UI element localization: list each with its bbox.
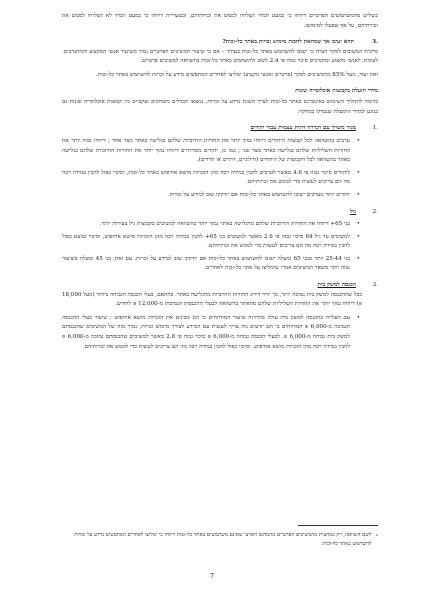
item-number: .3 [372, 282, 378, 289]
footnote-text: לשם השוואה, רק כמחצית מהמשיבים הפרטיים מהמדגם הארצי שאינם משתמשים באתר כל-זכות דיווחו כי ימליצו לאחרים המתפשים מידע על זכויות להשתמש באתר כל-זכות. [74, 532, 372, 547]
bullet-item: • בני 25-44 יותר מבני 65 ומעלה ישובו להשתמש באתר כל-זכות אם יזדקקו שוב למידע על זכויות. עם זאת, בני 45 ומעלה בשיעור גבוה יותר משאר המשיבים אמרו שימליצו על אתר כל-זכות לאחרים. [62, 255, 362, 274]
item-heading-3 [62, 281, 378, 291]
bullet-item: • בני 65+ דיווחו את החוויות החיוביות שלהם מהגלישה באתר נמוך יותר בהשוואה למשיבים בקבוצות גיל צעירות יותר. [62, 220, 362, 230]
footnote-mark: 2 [375, 532, 378, 537]
section-paragraph-1: מרבית המשיבים לסקר העידו כי ישובו להשתמש באתר כל-זכות בעתיד – אם כי שיעור המשיבים הפרטיים נמוך משיעור אנשי המקצוע והמתנדבים. לעומת, לאנשי מקצוע ומתנדבים סיכוי גבוה פי 2.4 לשוב ולהשתמש באתר כל-זכות בהשוואה למשיבים פרטיים. [62, 48, 378, 65]
item-number: .2 [372, 208, 378, 215]
section-title: תהא יעיבו אך שמחאת לחכות מימוש זכויות באתר כל-זכות? [222, 39, 354, 46]
bullet-item: • ערבים בהשוואה לכל קבוצות היהודים דיווחו נמוך יותר את החוויות החיוביות שלהם בגלישה באתר מצד אחד ; דיווחו גבוה יותר את החוויות השליליות שלהם בגלישה באתר מצד שני ; כמו כן, יהודים מסורתיים דיווחו נמוך יותר את החוויות החיוביות שלהם בגלישה באתר בהשוואה לכל הקבוצות של היהודים (חילוניים, דתיים או חרדים). [62, 137, 362, 166]
item-paragraph: ככל שההכנסה למשק בית נמוכה יותר, כך יורד דירוג החוויות החיוביות מהגלישה באתר. בהתאם, בעלי הכנסה הגבוהה ביותר (מעל 18,000 ₪) דיווחו נמוך יותר את החוויות השליליות שלהם מהאתר בהשוואה לבעלי ההכנסות הנמוכות מ-12,000 ₪ לחודש. [62, 291, 362, 308]
bullet-list-3 [62, 314, 362, 352]
bullet-list-2 [62, 220, 362, 274]
item-number: .1 [372, 125, 378, 132]
footnote [62, 531, 378, 548]
section-heading [62, 38, 378, 48]
footnote-divider [298, 525, 378, 526]
item-heading-1 [62, 124, 378, 134]
section-number: .3 [372, 39, 378, 46]
item-title: גיל [350, 208, 356, 215]
item-title: מגזר משויך עם הגדרה דתית עצמית עבור יהודים [250, 125, 356, 132]
bullet-list-1 [62, 137, 362, 201]
item-heading-2 [62, 208, 378, 218]
bullet-item: • למשיבים עד גיל 64 סיכוי גבוה פי 2.6 מאשר למשיבים בני 65+ להבין במידה רבה מהן הזכויות מושא אחיפוש, וסיכוי כמעט כפול להבין במידה רבה מה הם צריכים לעשות כדי לממש את זכויותיהם. [62, 233, 362, 252]
page-number: 7 [209, 572, 215, 580]
section-paragraph-2: זאת ועוד, מעל 85% מהמשיבים לסקר (פרטיים ואנשי מקצוע) ימליצו לאחרים המתפשים מידע על זכויות להשתמש באתר כל-זכות. [95, 71, 378, 78]
bullet-item: • עם העלייה בהכנסה למשק בית עולה בהדרגה שיעור המודווחים כי הם מבינים את הזכויות מושא אחיפוש ; שיעור בעלי ההכנסה הנמוכה מ-6,000 ₪ המדווחים כי הם יודעים מה צריך לעשות עם המידע לצורך מימוש זכויות, נמוך מזה של המשיבים שהכנסתם למשק בית גבוהה מ-6,000 ₪. לבעלי הכנסה גבוהה מ-6,000 ₪ סיכוי גבוה פי 2.8 מאשר למשיבים שהכנסתם נמוכה מ-6,000 ₪ להבין במידה רבה מהן הזכויות מושא אחיפוש, וסיכוי כפול להבין במידה רבה מה הם צריכים לעשות כדי לממש את זכויותיהם. [62, 314, 362, 352]
subheading: מדדי תועלת בקבוצות אוכלוסייה שונות [295, 87, 378, 94]
section-paragraph-3: בדומה לתהליך השימוש באינטרנט באתר כל-זכות לצרך השגת מידע על זכויות, נמצאו הבדלים מובהקים ועקביים בין קבוצות אוכלוסייה שונות גם בנוגע למדדי התועלת שנבדקו במחקר: [62, 99, 378, 115]
intro-paragraph: כשליש מהמשתמשים הפרטיים דיווחו כי כמעט תמיד הצליחו לממש את זכויותיהם, ובעשירית דיווחו כי כמעט תמיד לא הצליחו לממש את זכויותיהם, על אף שפעלו למימושן. [62, 13, 378, 29]
page-body [62, 12, 378, 355]
bullet-item: • ליהודים סיכוי גבוה פי 4.6 מאשר לערבים להבין במידה רבה מהן הזכויות מושא אחיפוש באתר כל-זכות, וסיכוי כפול להבין במידה רבה מה הם צריכים לעשות כדי לממש את זכויותיהם. [62, 169, 362, 188]
item-title: הכנסה למשק בית [317, 282, 356, 289]
bullet-item: • יהודים יותר מערבים ישובו להשתמש באתר כל-זכות אם יזדקקו שוב למידע על זכויות. [62, 191, 362, 201]
